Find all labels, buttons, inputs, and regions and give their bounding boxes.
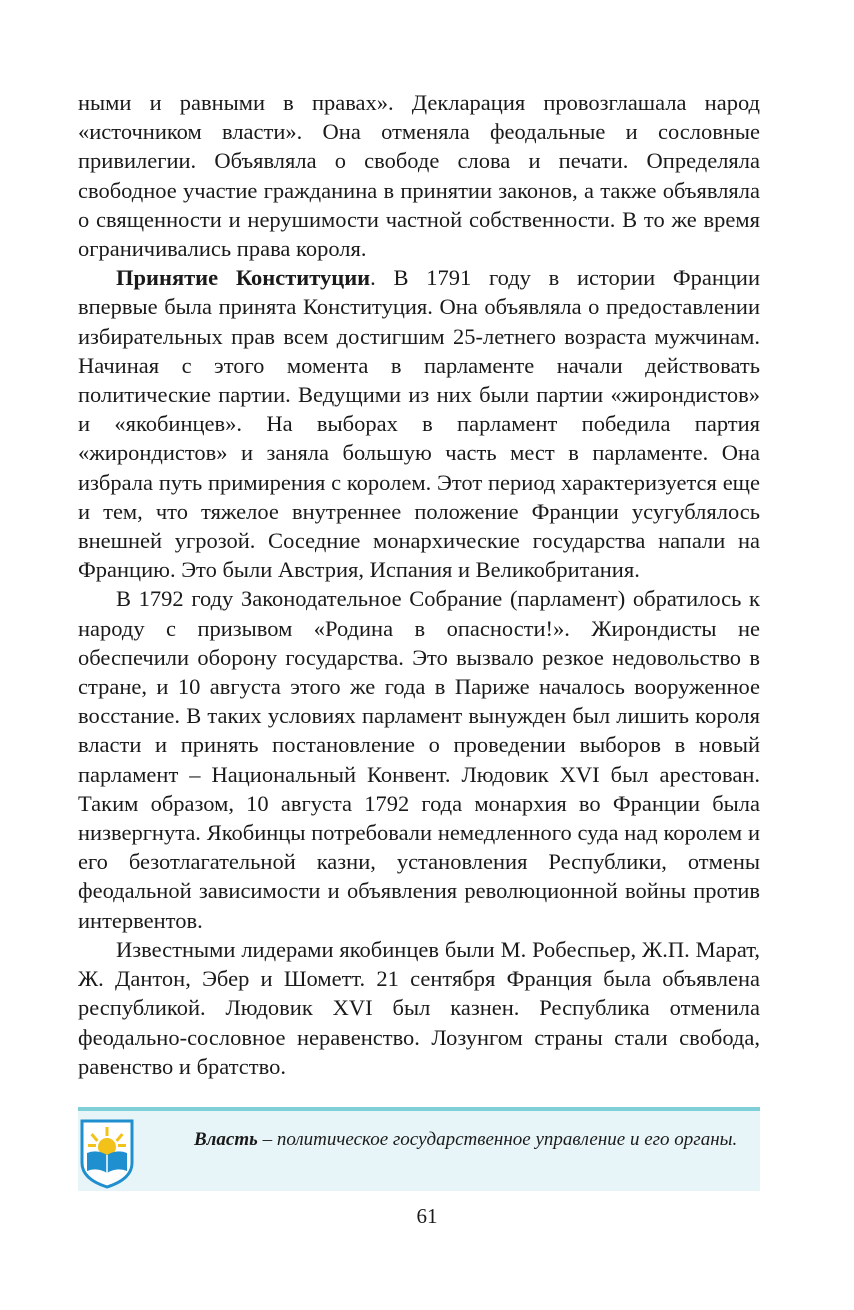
definition-text [158,1125,748,1154]
definition-box [78,1107,760,1191]
paragraph-constitution [78,263,760,584]
page-body [78,88,760,1081]
open-book-sun-icon [78,1117,136,1189]
paragraph-jacobin-leaders: Известными лидерами якобинцев были М. Робеспьер, Ж.П. Марат, Ж. Дантон, Эбер и Шометт. 21 сентября Франция была объявлена республикой. Людовик XVI был казнен. Республика отменила феодально-сословное неравенство. Лозунгом страны стали свобода, равенство и братство. [78,936,760,1079]
section-heading-constitution: Принятие Конституции [116,265,371,291]
paragraph-declaration: ными и равными в правах». Декларация провозглашала народ «источником власти». Она отменяла феодальные и сословные привилегии. Объявляла о свободе слова и печати. Определяла свободное участие гражданина в принятии законов, а также объявляла о священности и нерушимости частной собственности. В то же время ограничивались права короля. [78,90,760,262]
page-number: 61 [416,1204,438,1228]
definition-term: Власть [194,1129,258,1150]
paragraph-constitution-text: . В 1791 году в истории Франции впервые была принята Конституция. Она объявляла о предоставлении избирательных прав всем достигшим 25-летнего возраста мужчинам. Начиная с этого момента в парламенте начали действовать политические партии. Ведущими из них были партии «жирондистов» и «якобинцев». На выборах в парламент победила партия «жирондистов» и заняла большую часть мест в парламенте. Она избрала путь примирения с королем. Этот период характеризуется еще и тем, что тяжелое внутреннее положение Франции усугублялось внешней угрозой. Соседние монархические государства напали на Францию. Это были Австрия, Испания и Великобритания. [78,265,761,583]
paragraph-1792: В 1792 году Законодательное Собрание (парламент) обратилось к народу с призывом «Родина в опасности!». Жирондисты не обеспечили оборону государства. Это вызвало резкое недовольство в стране, и 10 августа этого же года в Париже началось вооруженное восстание. В таких условиях парламент вынужден был лишить короля власти и принять постановление о проведении выборов в новый парламент – Национальный Конвент. Людовик XVI был арестован. Таким образом, 10 августа 1792 года монархия во Франции была низвергнута. Якобинцы потребовали немедленного суда над королем и его безотлагательной казни, установления Республики, отмены феодальной зависимости и объявления революционной войны против интервентов. [78,586,760,933]
definition-description: – политическое государственное управление и его органы. [257,1129,738,1150]
